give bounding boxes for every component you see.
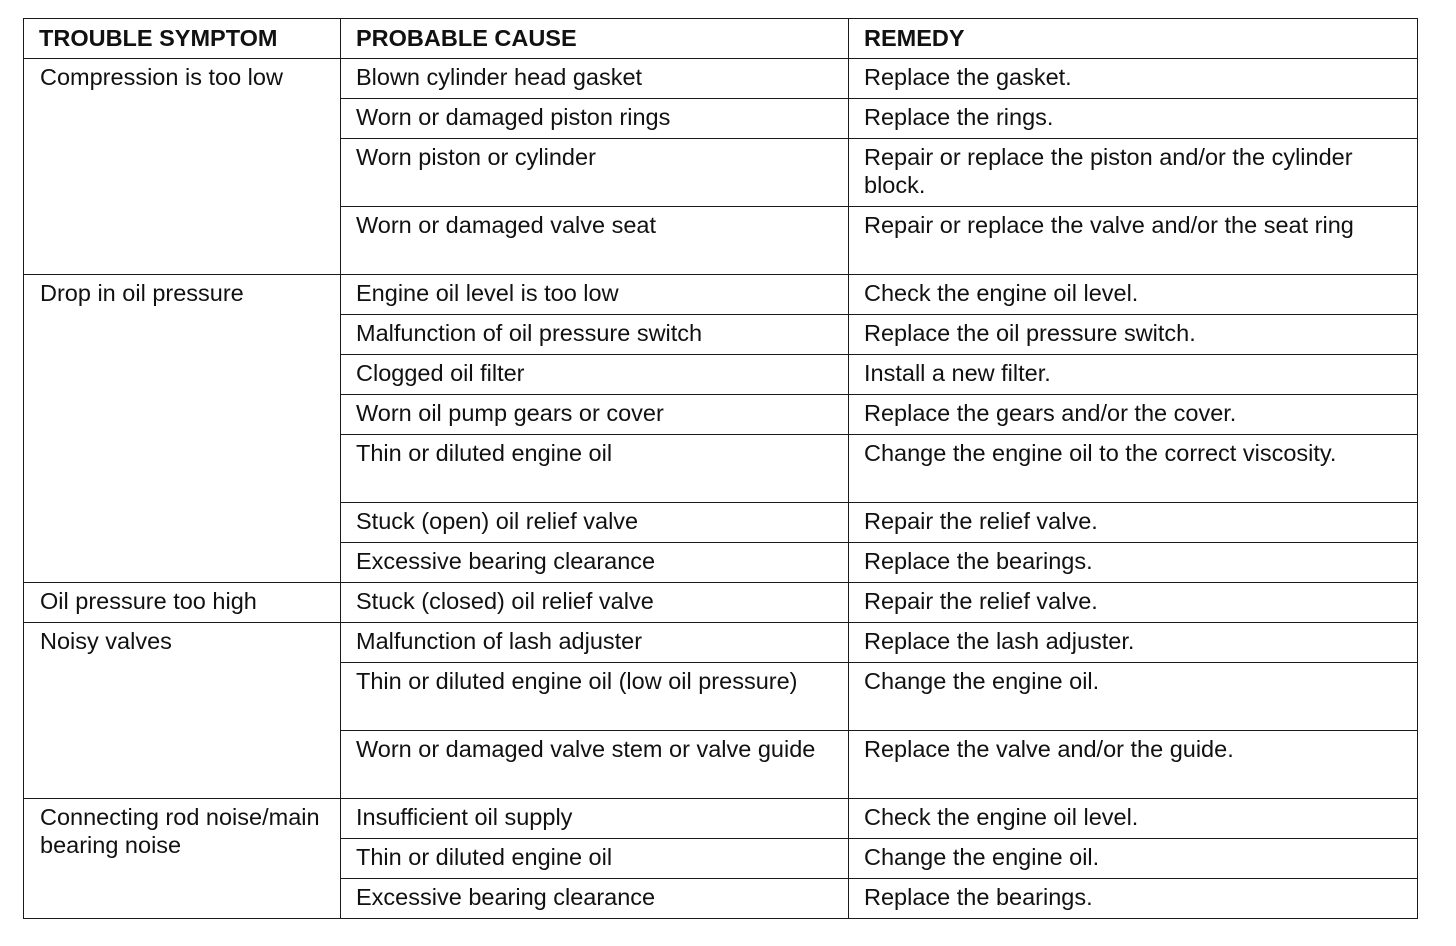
remedy-cell: Check the engine oil level. — [849, 275, 1418, 315]
cause-cell: Insufficient oil supply — [341, 799, 849, 839]
cause-cell: Malfunction of oil pressure switch — [341, 315, 849, 355]
remedy-cell: Replace the rings. — [849, 99, 1418, 139]
cause-cell: Thin or diluted engine oil — [341, 435, 849, 503]
cause-cell: Worn oil pump gears or cover — [341, 395, 849, 435]
remedy-cell: Repair or replace the valve and/or the seat ring — [849, 207, 1418, 275]
cause-cell: Worn piston or cylinder — [341, 139, 849, 207]
remedy-cell: Replace the bearings. — [849, 543, 1418, 583]
remedy-cell: Replace the gasket. — [849, 59, 1418, 99]
cause-cell: Worn or damaged valve seat — [341, 207, 849, 275]
cause-cell: Excessive bearing clearance — [341, 543, 849, 583]
cause-cell: Clogged oil filter — [341, 355, 849, 395]
table-header — [24, 19, 1418, 59]
remedy-cell: Change the engine oil. — [849, 839, 1418, 879]
cause-cell: Worn or damaged valve stem or valve guide — [341, 731, 849, 799]
table-row — [24, 583, 1418, 623]
remedy-cell: Install a new filter. — [849, 355, 1418, 395]
header-remedy: REMEDY — [849, 19, 1418, 59]
remedy-cell: Repair the relief valve. — [849, 503, 1418, 543]
remedy-cell: Check the engine oil level. — [849, 799, 1418, 839]
remedy-cell: Repair the relief valve. — [849, 583, 1418, 623]
symptom-cell: Compression is too low — [24, 59, 341, 275]
table-row — [24, 623, 1418, 663]
cause-cell: Stuck (open) oil relief valve — [341, 503, 849, 543]
remedy-cell: Repair or replace the piston and/or the cylinder block. — [849, 139, 1418, 207]
cause-cell: Thin or diluted engine oil (low oil pressure) — [341, 663, 849, 731]
remedy-cell: Change the engine oil. — [849, 663, 1418, 731]
table-row — [24, 275, 1418, 315]
remedy-cell: Replace the gears and/or the cover. — [849, 395, 1418, 435]
remedy-cell: Replace the lash adjuster. — [849, 623, 1418, 663]
troubleshooting-table — [23, 18, 1418, 919]
remedy-cell: Replace the bearings. — [849, 879, 1418, 919]
table-body — [24, 59, 1418, 919]
remedy-cell: Replace the valve and/or the guide. — [849, 731, 1418, 799]
table-row — [24, 799, 1418, 839]
symptom-cell: Noisy valves — [24, 623, 341, 799]
cause-cell: Malfunction of lash adjuster — [341, 623, 849, 663]
remedy-cell: Replace the oil pressure switch. — [849, 315, 1418, 355]
header-trouble-symptom: TROUBLE SYMPTOM — [24, 19, 341, 59]
symptom-cell: Connecting rod noise/main bearing noise — [24, 799, 341, 919]
symptom-cell: Drop in oil pressure — [24, 275, 341, 583]
cause-cell: Excessive bearing clearance — [341, 879, 849, 919]
cause-cell: Blown cylinder head gasket — [341, 59, 849, 99]
header-probable-cause: PROBABLE CAUSE — [341, 19, 849, 59]
cause-cell: Engine oil level is too low — [341, 275, 849, 315]
remedy-cell: Change the engine oil to the correct viscosity. — [849, 435, 1418, 503]
symptom-cell: Oil pressure too high — [24, 583, 341, 623]
table-row — [24, 59, 1418, 99]
header-row — [24, 19, 1418, 59]
cause-cell: Stuck (closed) oil relief valve — [341, 583, 849, 623]
cause-cell: Worn or damaged piston rings — [341, 99, 849, 139]
cause-cell: Thin or diluted engine oil — [341, 839, 849, 879]
